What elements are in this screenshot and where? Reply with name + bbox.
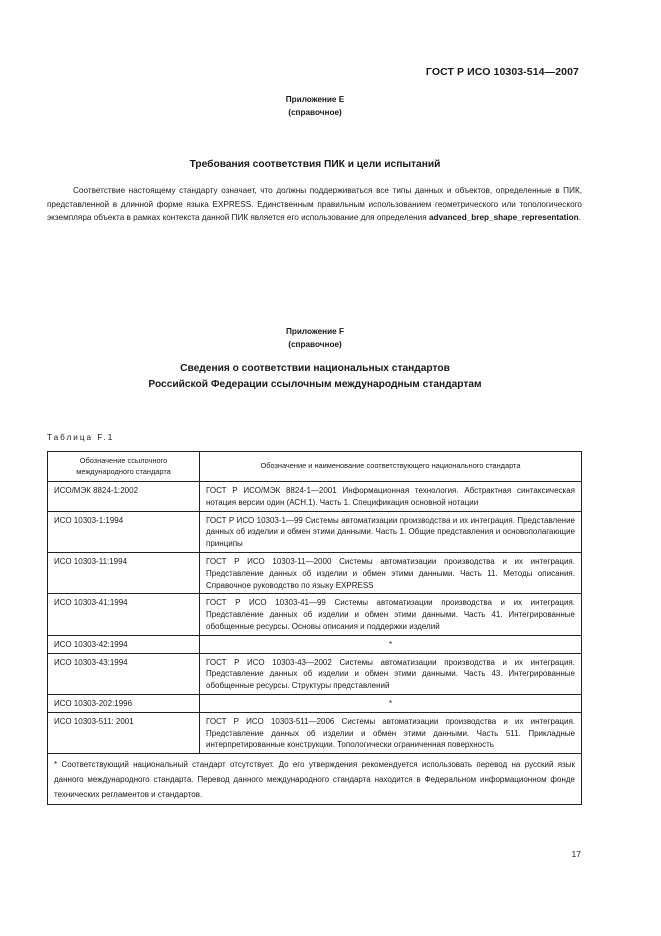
table-row [48,653,582,694]
row-description: ГОСТ Р ИСО 10303-1—99 Системы автоматизации производства и их интеграция. Представление данных об изделии и обмен этими данными. Часть 1. Общие представления и основополагающие принципы [200,511,582,552]
paragraph-text: Соответствие настоящему стандарту означает, что должны поддерживаться все типы данных и объектов, определенные в ПИК, представленной в длинной форме языка EXPRESS. Единственным правильным использованием геометрического или топологического экземпляра объекта в рамках контекста данной ПИК является его использование для определения [47,186,582,223]
annex-e-kind: (справочное) [288,108,342,117]
row-code: ИСО/МЭК 8824-1:2002 [48,482,200,512]
standards-table [47,451,582,805]
annex-e-title: Требования соответствия ПИК и цели испытаний [189,159,441,170]
table-footnote: * Соответствующий национальный стандарт отсутствует. До его утверждения рекомендуется использовать перевод на русский язык данного международного стандарта. Перевод данного международного стандарта находится в Федеральном информационном фонде технических регламентов и стандартов. [48,754,582,805]
table-row [48,552,582,593]
row-description: ГОСТ Р ИСО 10303-43—2002 Системы автоматизации производства и их интеграция. Представление данных об изделии и обмен этими данными. Часть 43. Интегрированные обобщенные ресурсы. Структуры представлений [200,653,582,694]
row-code: ИСО 10303-11:1994 [48,552,200,593]
annex-e-paragraph [47,184,582,225]
table-caption: Таблица F.1 [47,433,115,442]
row-code: ИСО 10303-41:1994 [48,594,200,635]
row-description: ГОСТ Р ИСО 10303-41—99 Системы автоматизации производства и их интеграция. Представление данных об изделии и обмен этими данными. Часть 41. Интегрированные обобщенные ресурсы. Основы описания и поддержки изделий [200,594,582,635]
row-code: ИСО 10303-511: 2001 [48,712,200,753]
row-code: ИСО 10303-42:1994 [48,635,200,653]
row-description: ГОСТ Р ИСО 10303-11—2000 Системы автоматизации производства и их интеграция. Представление данных об изделии и обмен этими данными. Часть 11. Методы описания. Справочное руководство по языку EXPRESS [200,552,582,593]
paragraph-end: . [578,213,581,223]
row-description: ГОСТ Р ИСО 10303-511—2006 Системы автоматизации производства и их интеграция. Представление данных об изделии и обмен этими данными. Часть 511. Прикладные интерпретированные конструкции. Топологически ограниченная поверхность [200,712,582,753]
row-description: ГОСТ Р ИСО/МЭК 8824-1—2001 Информационная технология. Абстрактная синтаксическая нотация версии один (АСН.1). Часть 1. Спецификация основной нотации [200,482,582,512]
header-national-standard: Обозначение и наименование соответствующего национального стандарта [200,452,582,482]
row-description: * [200,694,582,712]
annex-f-heading [0,325,630,351]
table-header-row [48,452,582,482]
annex-e-heading [0,93,630,119]
table-row [48,694,582,712]
annex-f-kind: (справочное) [288,340,342,349]
row-code: ИСО 10303-43:1994 [48,653,200,694]
annex-e-label: Приложение E [285,95,345,104]
row-code: ИСО 10303-1:1994 [48,511,200,552]
annex-f-title-line1: Сведения о соответствии национальных стандартов [180,363,450,374]
document-header: ГОСТ Р ИСО 10303-514—2007 [425,66,579,78]
page-number: 17 [571,849,581,859]
table-row [48,482,582,512]
annex-f-title-line2: Российской Федерации ссылочным международным стандартам [148,379,482,390]
paragraph-term: advanced_brep_shape_representation [428,213,579,223]
row-code: ИСО 10303-202:1996 [48,694,200,712]
table-row [48,635,582,653]
table-footnote-row [48,754,582,805]
header-international-standard: Обозначение ссылочного международного стандарта [48,452,200,482]
annex-f-label: Приложение F [286,327,344,336]
annex-f-title [0,361,630,393]
table-row [48,511,582,552]
table-row [48,594,582,635]
table-row [48,712,582,753]
row-description: * [200,635,582,653]
